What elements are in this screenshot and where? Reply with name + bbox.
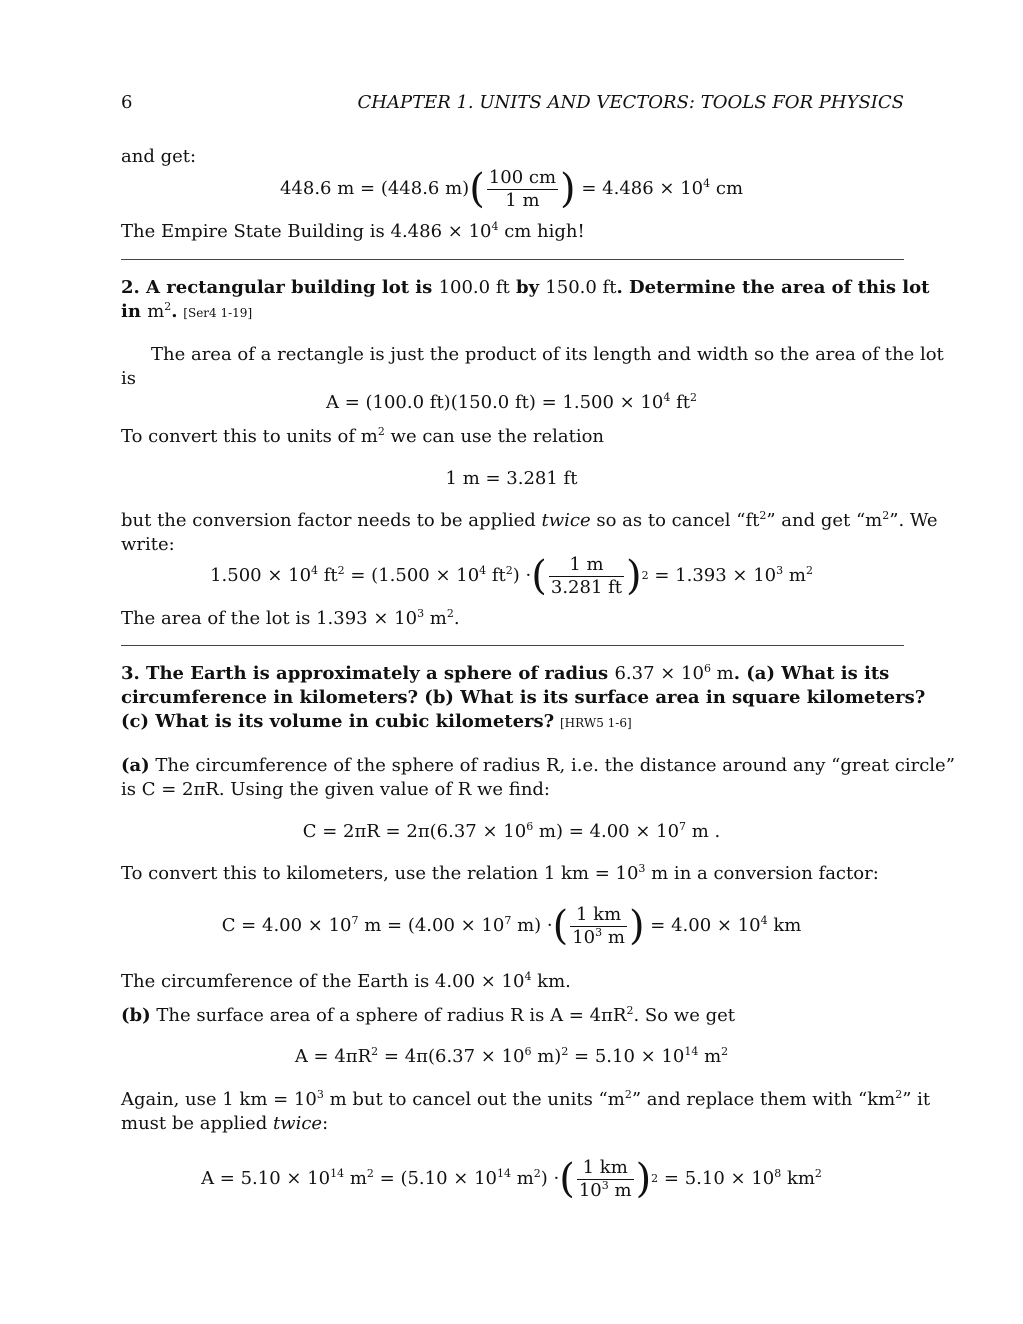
problem-2-question: 2. A rectangular building lot is 100.0 ft by 150.0 ft. Determine the area of this lot: [121, 277, 930, 298]
equation-surface-area-conversion: $A = 5.10 \times 10^{14}$ $m^2 = (5.10 \times 10^{14}$ $m^2$) · ( $\frac{1 km}{10^3 m}$ ) 2 = $5.10 \times 10^8$ $km^2$: [201, 1156, 822, 1202]
equation-circumference: $C = 2\pi R = 2\pi(6.37 \times 10^6$ $m) = 4.00 \times 10^7$ m .: [302, 820, 721, 842]
intro-text: and get:: [121, 146, 197, 167]
problem-reference: [HRW5 1-6]: [559, 716, 632, 730]
problem-3-question-cont: (c) What is its volume in cubic kilometers? [HRW5 1-6]: [121, 711, 632, 732]
paragraph: is C = 2πR. Using the given value of R we find:: [121, 779, 550, 800]
problem-reference: [Ser4 1-19]: [183, 306, 253, 320]
problem-3-question: 3. The Earth is approximately a sphere of radius $6.37 \times 10^6$ m. (a) What is its: [121, 662, 890, 684]
equation-circumference-conversion: $C = 4.00 \times 10^7$ $m = (4.00 \times 10^7$ m) · ( $\frac{1 km}{10^3 m}$ ) = $4.00 \times 10^4$ km: [221, 903, 802, 949]
conclusion-text: The area of the lot is $1.393 \times 10^3$ $m^2$.: [121, 607, 460, 629]
equation-relation: 1 m = 3.281 ft: [445, 468, 578, 489]
equation-area-conversion: $1.500 \times 10^4$ $ft^2 = (1.500 \times 10^4$ $ft^2$) · ( $\frac{1 m}{3.281 ft}$ ) 2 = $1.393 \times 10^3$ $m^2$: [210, 553, 813, 599]
section-divider: [121, 259, 904, 260]
paragraph: (a) The circumference of the sphere of radius R, i.e. the distance around any “great circle”: [121, 755, 955, 776]
fraction: $\frac{100 cm}{1 m}$: [488, 166, 557, 211]
paragraph: Again, use 1 km = $10^3$ m but to cancel out the units “$m^2$” and replace them with “$km^2$” it: [121, 1088, 931, 1110]
equation-surface-area: $A = 4\pi R^2 = 4\pi(6.37 \times 10^6$ $m)^2 = 5.10 \times 10^{14}$ $m^2$: [294, 1045, 729, 1067]
problem-3-question-cont: circumference in kilometers? (b) What is its surface area in square kilometers?: [121, 687, 926, 708]
page-number: 6: [121, 92, 133, 113]
equation-area: A = (100.0 ft)(150.0 $ft) = 1.500 \times 10^4$ $ft^2$: [325, 391, 698, 413]
fraction: $\frac{1 m}{3.281 ft}$: [550, 553, 623, 598]
section-divider: [121, 645, 904, 646]
conclusion-text: The Empire State Building is $4.486 \times 10^4$ cm high!: [121, 220, 585, 242]
paragraph: is: [121, 368, 136, 389]
problem-2-question-cont: in $m^2$. [Ser4 1-19]: [121, 300, 253, 322]
paragraph: To convert this to units of $m^2$ we can use the relation: [121, 425, 605, 447]
paragraph: write:: [121, 534, 175, 555]
running-header: [121, 92, 904, 116]
fraction: $\frac{1 km}{10^3 m}$: [578, 1156, 632, 1201]
fraction: $\frac{1 km}{10^3 m}$: [572, 903, 625, 948]
conclusion-text: The circumference of the Earth is $4.00 \times 10^4$ km.: [121, 970, 571, 992]
paragraph: The area of a rectangle is just the product of its length and width so the area of the lot: [151, 344, 944, 365]
equation-cm-conversion: 448.6 m = (448.6 m) ( $\frac{100 cm}{1 m}$ ) = $4.486 \times 10^4$ cm: [279, 166, 744, 212]
paragraph: (b) The surface area of a sphere of radius R is $A = 4\pi R^2$. So we get: [121, 1004, 735, 1026]
paragraph: but the conversion factor needs to be applied twice so as to cancel “$ft^2$” and get “$m^2$”. We: [121, 509, 938, 531]
paragraph: must be applied twice:: [121, 1113, 329, 1134]
paragraph: To convert this to kilometers, use the relation 1 km = $10^3$ m in a conversion factor:: [121, 862, 879, 884]
chapter-title: CHAPTER 1. UNITS AND VECTORS: TOOLS FOR PHYSICS: [357, 92, 904, 113]
